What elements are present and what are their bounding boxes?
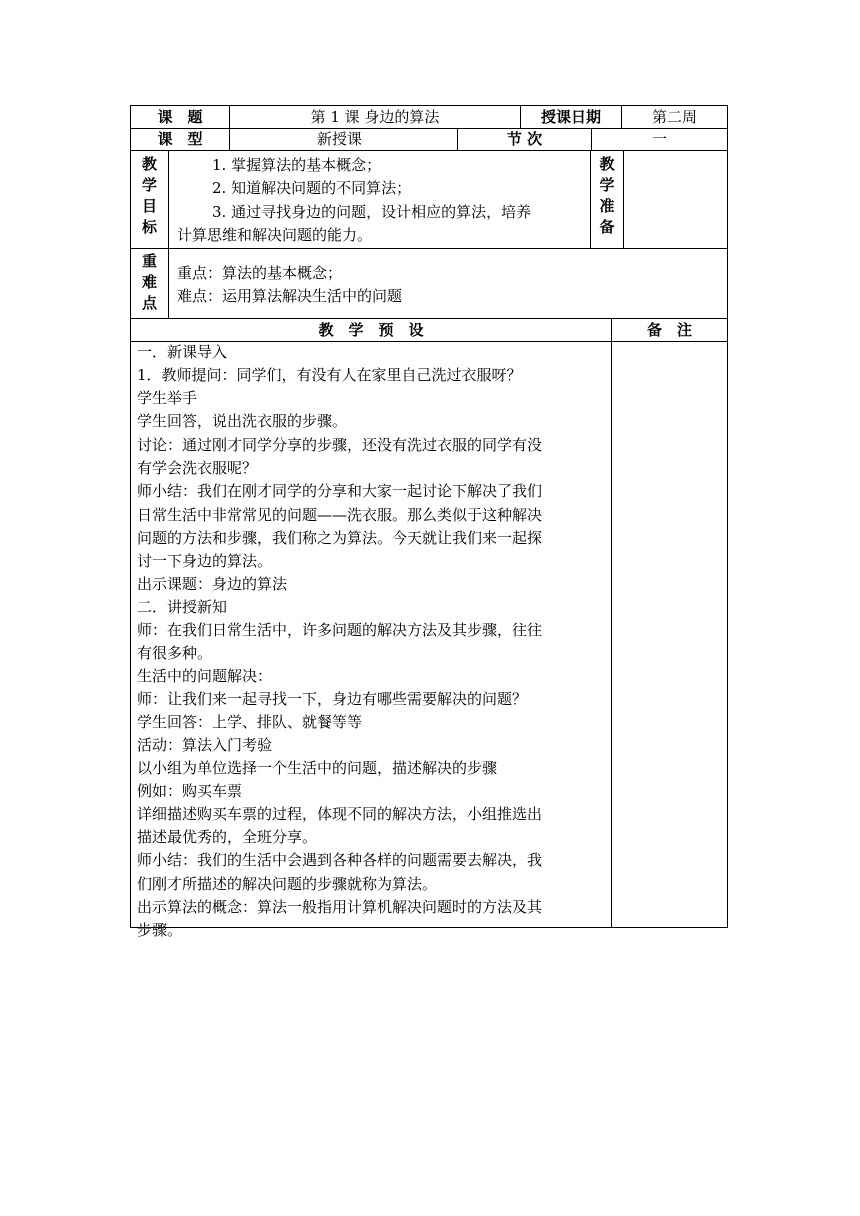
plan-line: 问题的方法和步骤，我们称之为算法。今天就让我们来一起探 [137, 529, 543, 547]
table-border-right [727, 105, 728, 928]
plan-line: 学生回答：上学、排队、就餐等等 [137, 713, 363, 731]
date-label: 授课日期 [540, 108, 601, 126]
topic-label: 课 题 [157, 108, 203, 126]
plan-line: 日常生活中非常常见的问题——洗衣服。那么类似于这种解决 [137, 506, 543, 524]
row-divider [130, 128, 728, 129]
notes-heading: 备 注 [646, 321, 692, 339]
plan-line: 二．讲授新知 [137, 598, 228, 616]
plan-line: 以小组为单位选择一个生活中的问题，描述解决的步骤 [137, 759, 498, 777]
col-divider [623, 150, 624, 248]
prep-label [591, 154, 623, 238]
key-points-label-char: 重 [141, 252, 157, 270]
plan-heading: 教 学 预 设 [318, 321, 424, 339]
plan-line: 例如：购买车票 [137, 782, 243, 800]
plan-line: 生活中的问题解决： [137, 667, 273, 685]
row-divider [130, 318, 728, 319]
plan-line: 师小结：我们的生活中会遇到各种各样的问题需要去解决，我 [137, 851, 543, 869]
plan-line: 描述最优秀的，全班分享。 [137, 828, 318, 846]
plan-line: 师：在我们日常生活中，许多问题的解决方法及其步骤，往往 [137, 621, 543, 639]
plan-line: 出示算法的概念：算法一般指用计算机解决问题时的方法及其 [137, 898, 543, 916]
objectives-label-char: 教 [141, 155, 157, 173]
period-value: 一 [651, 130, 667, 148]
plan-line: 讨一下身边的算法。 [137, 552, 273, 570]
key-points-label-char: 难 [141, 273, 157, 291]
objective-item: 1. 掌握算法的基本概念； [212, 156, 382, 174]
plan-line: 一．新课导入 [137, 343, 228, 361]
table-border-top [130, 105, 728, 106]
prep-label-char: 教 [599, 155, 615, 173]
plan-line: 1．教师提问：同学们，有没有人在家里自己洗过衣服呀？ [137, 366, 522, 384]
key-points-label-char: 点 [141, 294, 157, 312]
objectives-label-char: 目 [141, 197, 157, 215]
prep-label-char: 备 [599, 218, 615, 236]
plan-line: 学生回答，说出洗衣服的步骤。 [137, 412, 348, 430]
objectives-label [131, 154, 168, 238]
key-point-line: 重点：算法的基本概念； [177, 264, 343, 282]
plan-line: 们刚才所描述的解决问题的步骤就称为算法。 [137, 875, 438, 893]
plan-line: 学生举手 [137, 389, 198, 407]
table-border-bottom [130, 927, 728, 928]
plan-line: 活动：算法入门考验 [137, 736, 273, 754]
date-value: 第二周 [651, 108, 697, 126]
plan-line: 师小结：我们在刚才同学的分享和大家一起讨论下解决了我们 [137, 482, 543, 500]
prep-label-char: 学 [599, 176, 615, 194]
period-label: 节 次 [506, 130, 543, 148]
row-divider [130, 248, 728, 249]
objectives-label-char: 标 [141, 218, 157, 236]
row-divider [130, 150, 728, 151]
plan-line: 师：让我们来一起寻找一下，身边有哪些需要解决的问题？ [137, 690, 528, 708]
plan-line: 步骤。 [137, 921, 183, 939]
objectives-label-char: 学 [141, 176, 157, 194]
plan-line: 有很多种。 [137, 644, 213, 662]
type-value: 新授课 [317, 130, 363, 148]
plan-line: 出示课题：身边的算法 [137, 575, 288, 593]
type-label: 课 型 [157, 130, 203, 148]
col-divider [168, 150, 169, 318]
objective-item: 计算思维和解决问题的能力。 [177, 226, 373, 244]
notes-column [612, 342, 727, 927]
plan-line: 讨论：通过刚才同学分享的步骤，还没有洗过衣服的同学有没 [137, 436, 543, 454]
plan-line: 有学会洗衣服呢？ [137, 459, 258, 477]
prep-label-char: 准 [599, 197, 615, 215]
key-points-label [131, 251, 168, 314]
plan-line: 详细描述购买车票的过程，体现不同的解决方法，小组推选出 [137, 805, 543, 823]
objective-item: 3. 通过寻找身边的问题，设计相应的算法，培养 [212, 203, 532, 221]
topic-value: 第 1 课 身边的算法 [310, 108, 440, 126]
key-point-line: 难点：运用算法解决生活中的问题 [177, 287, 403, 305]
objective-item: 2. 知道解决问题的不同算法； [212, 179, 412, 197]
